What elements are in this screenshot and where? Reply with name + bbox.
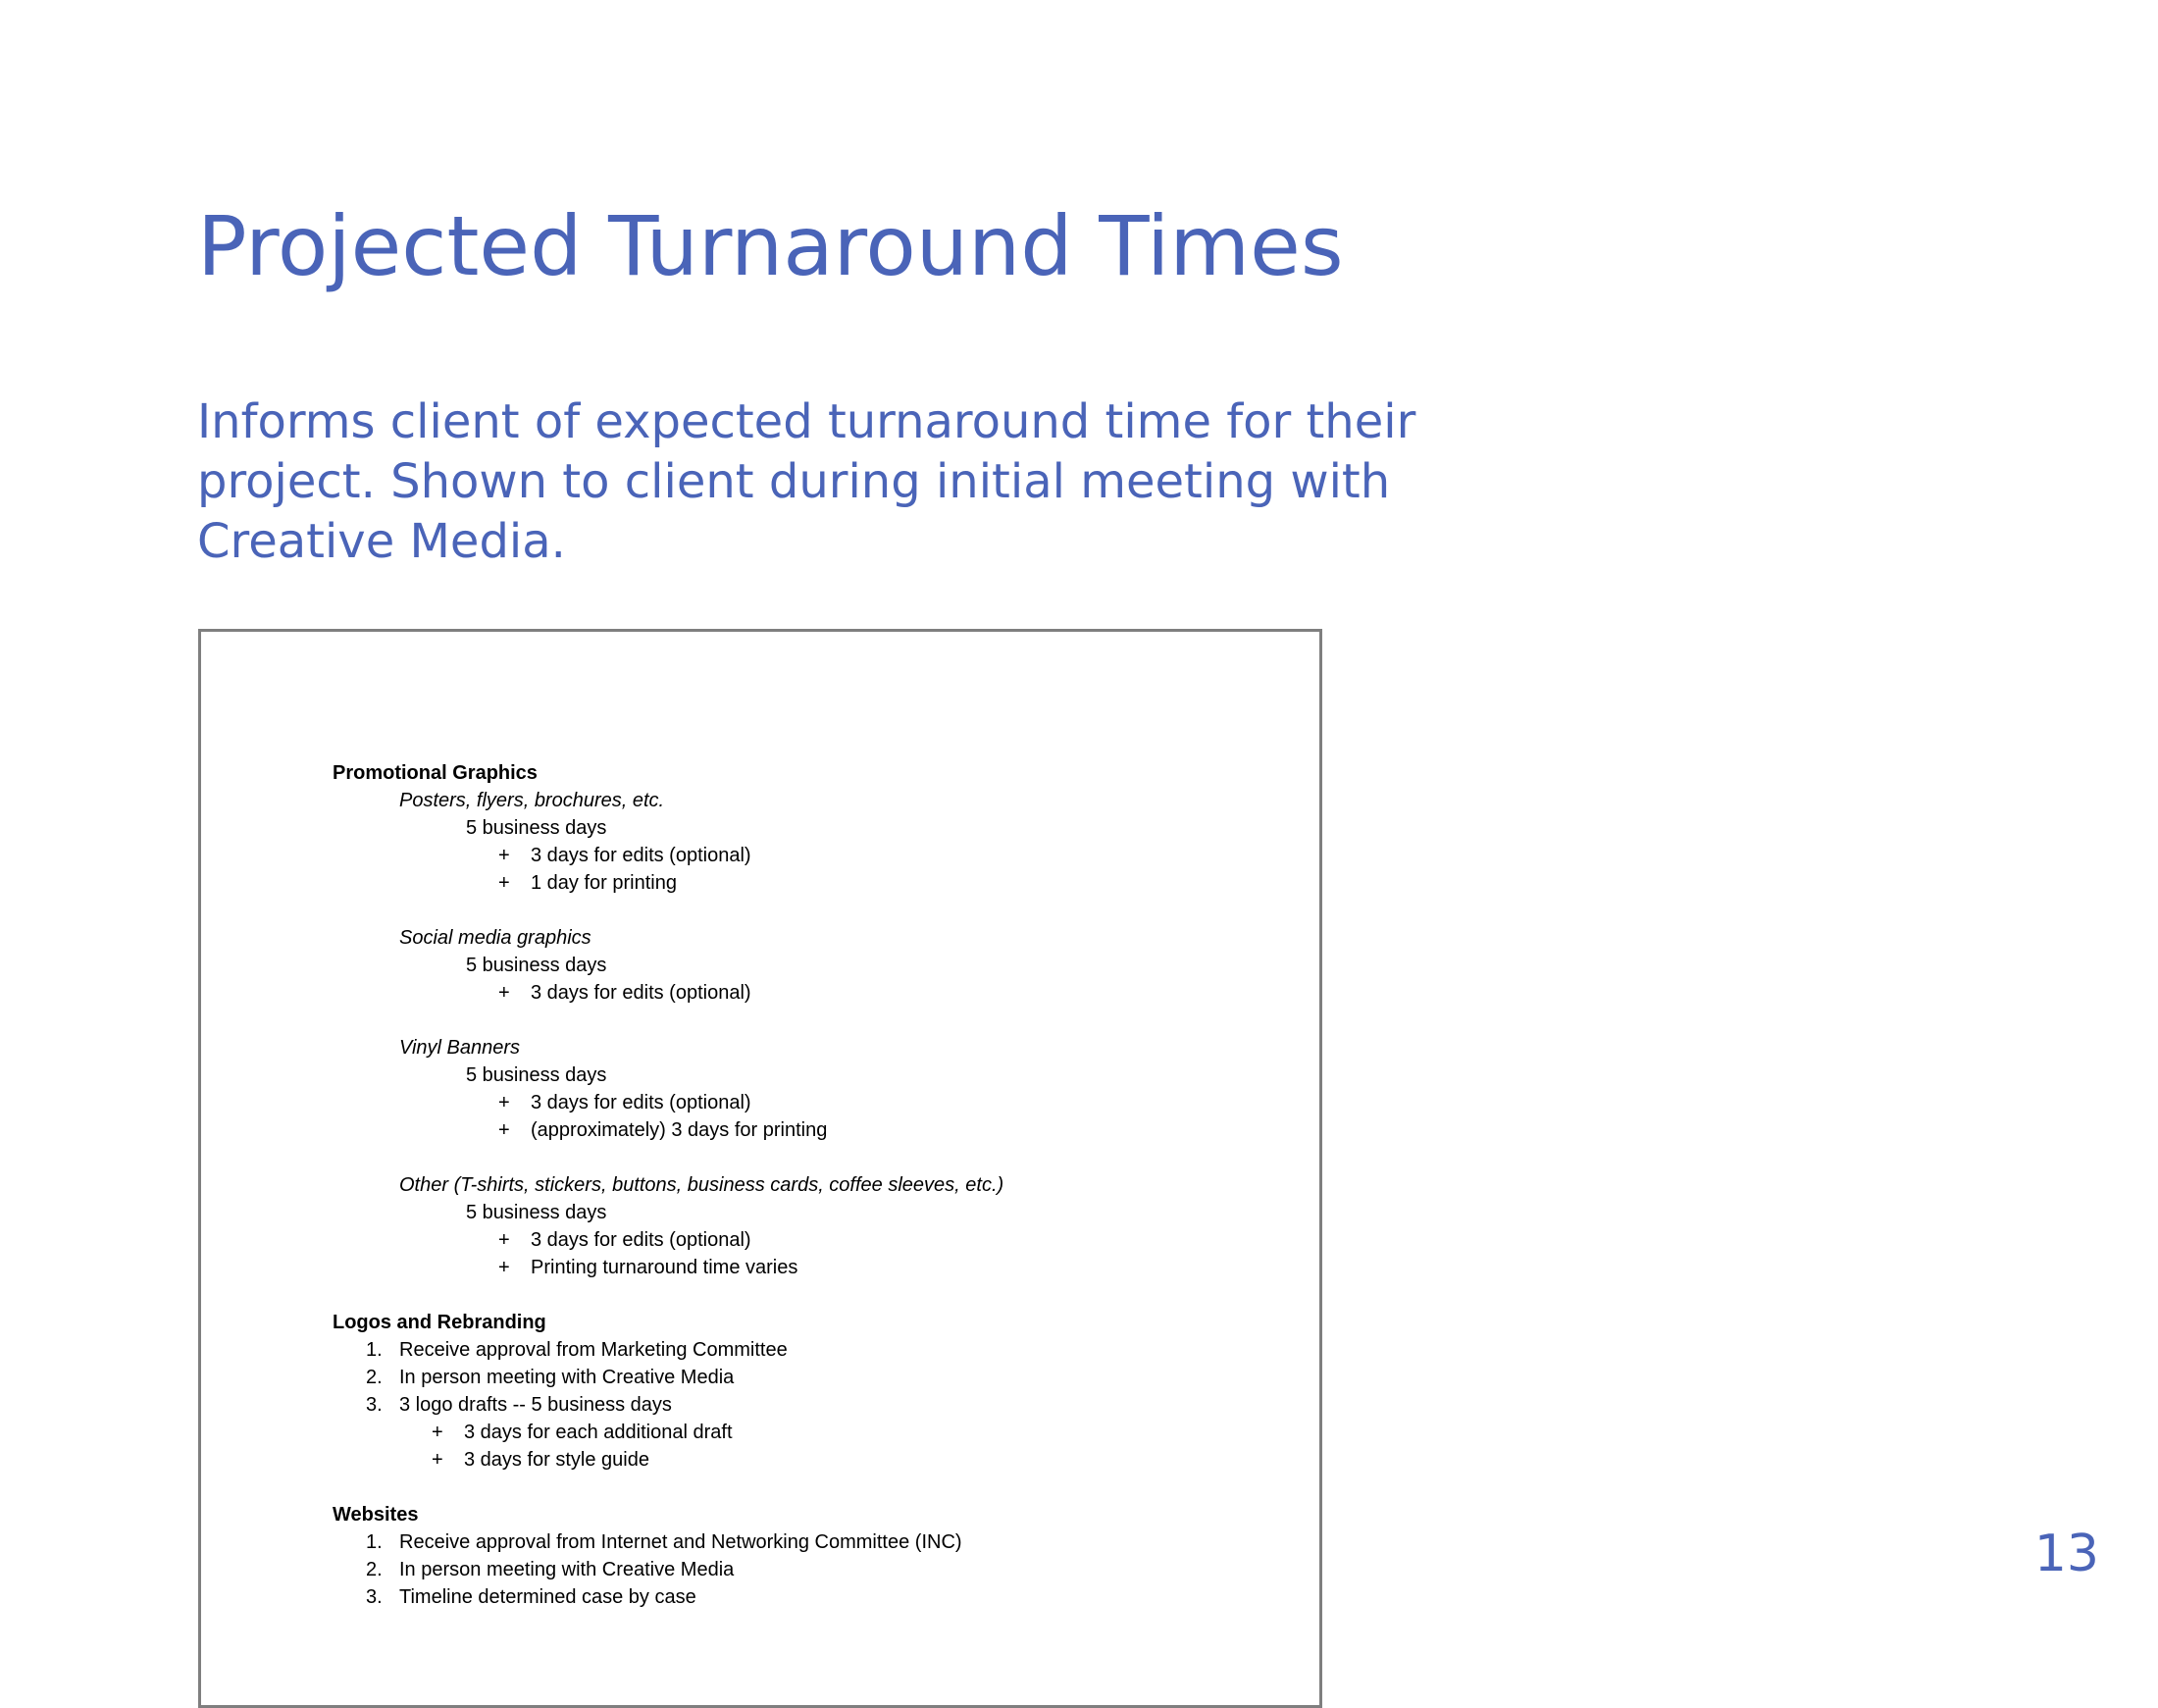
category-label: Social media graphics — [399, 927, 591, 949]
note-text: 3 days for style guide — [464, 1449, 649, 1471]
duration-text: 5 business days — [466, 817, 607, 839]
note-text: 3 days for edits (optional) — [531, 845, 751, 866]
plus-bullet: + — [432, 1422, 443, 1443]
category-label: Other (T-shirts, stickers, buttons, business cards, coffee sleeves, etc.) — [399, 1174, 1004, 1196]
step-number: 2. — [366, 1367, 383, 1388]
plus-bullet: + — [498, 1257, 510, 1278]
plus-bullet: + — [498, 1229, 510, 1251]
plus-bullet: + — [432, 1449, 443, 1471]
note-text: 3 days for edits (optional) — [531, 1229, 751, 1251]
note-text: 3 days for each additional draft — [464, 1422, 733, 1443]
note-text: 3 days for edits (optional) — [531, 1092, 751, 1113]
plus-bullet: + — [498, 1119, 510, 1141]
subtitle-line: Creative Media. — [197, 514, 566, 569]
plus-bullet: + — [498, 872, 510, 894]
duration-text: 5 business days — [466, 1202, 607, 1223]
note-text: 1 day for printing — [531, 872, 677, 894]
subtitle-line: project. Shown to client during initial meeting with — [197, 454, 1391, 509]
document-preview — [198, 629, 1322, 1708]
step-number: 2. — [366, 1559, 383, 1580]
step-number: 3. — [366, 1586, 383, 1608]
duration-text: 5 business days — [466, 1064, 607, 1086]
category-label: Vinyl Banners — [399, 1037, 521, 1059]
step-text: 3 logo drafts -- 5 business days — [399, 1394, 672, 1416]
note-text: 3 days for edits (optional) — [531, 982, 751, 1004]
subtitle-line: Informs client of expected turnaround time for their — [197, 394, 1416, 449]
section-heading: Promotional Graphics — [333, 762, 538, 784]
slide-title: Projected Turnaround Times — [197, 198, 1344, 294]
plus-bullet: + — [498, 982, 510, 1004]
step-text: In person meeting with Creative Media — [399, 1367, 735, 1388]
page-number: 13 — [2033, 1525, 2099, 1583]
section-heading: Logos and Rebranding — [333, 1312, 546, 1333]
duration-text: 5 business days — [466, 955, 607, 976]
category-label: Posters, flyers, brochures, etc. — [399, 790, 665, 811]
note-text: Printing turnaround time varies — [531, 1257, 798, 1278]
note-text: (approximately) 3 days for printing — [531, 1119, 828, 1141]
step-text: In person meeting with Creative Media — [399, 1559, 735, 1580]
step-number: 1. — [366, 1339, 383, 1361]
slide-subtitle — [197, 392, 1570, 572]
step-number: 3. — [366, 1394, 383, 1416]
step-text: Receive approval from Internet and Networking Committee (INC) — [399, 1531, 962, 1553]
plus-bullet: + — [498, 1092, 510, 1113]
step-number: 1. — [366, 1531, 383, 1553]
step-text: Receive approval from Marketing Committee — [399, 1339, 788, 1361]
plus-bullet: + — [498, 845, 510, 866]
step-text: Timeline determined case by case — [399, 1586, 696, 1608]
section-heading: Websites — [333, 1504, 419, 1526]
